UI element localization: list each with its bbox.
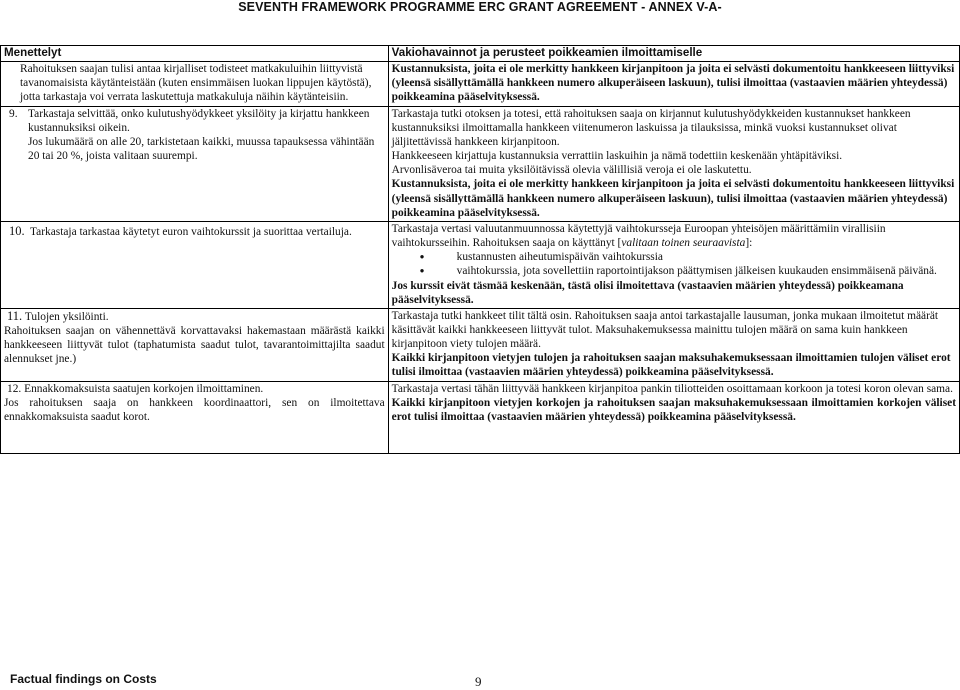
table-row xyxy=(1,221,960,308)
finding-text: Hankkeeseen kirjattuja kustannuksia verrattiin laskuihin ja nämä todettiin keskenään yhtäpitäviksi. xyxy=(391,150,843,163)
procedure-item xyxy=(4,309,385,324)
finding-text-part: ]: xyxy=(745,237,753,250)
procedure-item xyxy=(4,382,385,396)
table-row xyxy=(1,62,960,106)
finding-text: Tarkastaja tutki hankkeet tilit tältä osin. Rahoituksen saaja antoi tarkastajalle lausuman, jonka mukaan ilmoitetut määrät käsittävät kaikki hankkeeseen liittyvät tulot. Maksuhakemuksessa mainittu tulojen määrä on sama kuin hankkeen kirjanpitoon viety tulojen määrä. xyxy=(391,309,939,351)
procedure-text: Tarkastaja tarkastaa käytetyt euron vaihtokurssit ja suorittaa vertailuja. xyxy=(30,225,352,238)
finding-text: Tarkastaja vertasi tähän liittyvää hankkeen kirjanpitoa pankin tiliotteiden osoittamaan korkoon ja totesi koron olevan sama. xyxy=(391,382,953,395)
list-item: ● vaihtokurssia, jota sovellettiin raportointijakson päättymisen jälkeisen kuukauden ensimmäisenä päivänä. xyxy=(457,264,956,278)
finding-text: Arvonlisäveroa tai muita yksilöitävissä olevia välillisiä veroja ei ole laskutettu. xyxy=(391,164,752,177)
finding-cell xyxy=(388,308,959,381)
table-row xyxy=(1,308,960,381)
procedure-text: Tarkastaja selvittää, onko kulutushyödykkeet yksilöity ja kirjattu hankkeen kustannuksiksi oikein. xyxy=(28,107,370,134)
footer-label: Factual findings on Costs xyxy=(10,672,157,686)
exception-text: Kustannuksista, joita ei ole merkitty hankkeen kirjanpitoon ja joita ei selvästi dokumentoitu hankkeeseen liittyviksi (yleensä sisällyttämällä hankkeen numero alkuperäiseen laskuun), tulisi ilmoittaa (vastaavien määrien yhteydessä) poikkeamina pääselvityksessä. xyxy=(391,178,955,219)
procedure-item xyxy=(4,107,385,135)
finding-cell xyxy=(388,381,959,453)
item-number: 10. xyxy=(9,223,25,238)
finding-text-part: Tarkastaja vertasi valuutanmuunnossa käytettyjä vaihtokursseja Euroopan yhteisöjen määrittämiin virallisiin vaihtokursseihin. Rahoituksen saaja on käyttänyt [ xyxy=(391,222,886,250)
table-row xyxy=(1,106,960,221)
procedure-title: Ennakkomaksuista saatujen korkojen ilmoittaminen. xyxy=(24,382,264,395)
finding-cell xyxy=(388,221,959,308)
finding-text xyxy=(392,222,956,250)
exception-text: Kustannuksista, joita ei ole merkitty hankkeen kirjanpitoon ja joita ei selvästi dokumentoitu hankkeeseen liittyviksi (yleensä sisällyttämällä hankkeen numero alkuperäiseen laskuun), tulisi ilmoittaa (vastaavien määrien yhteydessä) poikkeamina pääselvityksessä. xyxy=(391,63,955,104)
procedure-text: Jos rahoituksen saaja on hankkeen koordinaattori, sen on ilmoitettava ennakkomaksuista saadut korot. xyxy=(4,396,385,423)
procedure-cell xyxy=(1,381,389,453)
procedure-cell xyxy=(1,62,389,106)
table-row xyxy=(1,381,960,453)
document-header: SEVENTH FRAMEWORK PROGRAMME ERC GRANT AGREEMENT - ANNEX V-A- xyxy=(238,0,722,14)
rate-options-list xyxy=(392,250,956,278)
procedure-cell xyxy=(1,221,389,308)
procedure-text: Rahoituksen saajan tulisi antaa kirjalliset todisteet matkakuluihin liittyvistä tavanomaisista käytänteistään (kuten ensimmäisen luokan lippujen käytöstä), jotta tarkastaja voi verrata laskutettuja matkakuluja näihin käytänteisiin. xyxy=(20,63,372,104)
selection-instruction: valitaan toinen seuraavista xyxy=(621,237,746,250)
procedure-text: Rahoituksen saajan on vähennettävä korvattavaksi hakemastaan määrästä kaikki hankkeeseen liittyvät tulot (taphatumista saadut tulot, tavarantoimittajilta saadut alennukset jne.) xyxy=(4,324,385,366)
item-number: 9. xyxy=(9,107,18,120)
procedure-cell xyxy=(1,106,389,221)
finding-text: Tarkastaja tutki otoksen ja totesi, että rahoituksen saaja on kirjannut kulutushyödykkeiden kustannukset hankkeen kustannuksiksi ilmoittamalla hankkeen viitenumeron laskuissa ja tilauksissa, minkä vuoksi kustannukset olivat jäljitettävissä hankkeen kirjanpitoon. xyxy=(391,107,911,148)
list-item: ● kustannusten aiheutumispäivän vaihtokurssia xyxy=(457,250,956,264)
page-number: 9 xyxy=(475,674,482,689)
procedure-title: Tulojen yksilöinti. xyxy=(24,310,109,323)
item-number: 11. xyxy=(7,308,23,323)
exception-text: Jos kurssit eivät täsmää keskenään, tästä olisi ilmoitettava (vastaavien määrien yhteydessä) poikkeamana pääselvityksessä. xyxy=(391,279,904,306)
findings-table xyxy=(0,45,960,454)
column-header-procedures: Menettelyt xyxy=(1,46,389,62)
table-header-row xyxy=(1,46,960,62)
finding-cell xyxy=(388,62,959,106)
exception-text: Kaikki kirjanpitoon vietyjen korkojen ja rahoituksen saajan maksuhakemuksessaan ilmoittamien korkojen väliset erot tulisi ilmoittaa (vastaavien määrien yhteydessä) poikkeamina pääselvityksessä. xyxy=(391,396,956,423)
column-header-findings: Vakiohavainnot ja perusteet poikkeamien ilmoittamiselle xyxy=(388,46,959,62)
exception-text: Kaikki kirjanpitoon vietyjen tulojen ja rahoituksen saajan maksuhakemuksessaan ilmoittamien tulojen väliset erot tulisi ilmoittaa (vastaavien määrien yhteydessä) poikkeamina pääselvityksessä. xyxy=(391,352,951,379)
procedure-cell xyxy=(1,308,389,381)
procedure-item xyxy=(4,222,385,239)
finding-cell xyxy=(388,106,959,221)
procedure-text: Jos lukumäärä on alle 20, tarkistetaan kaikki, muussa tapauksessa vähintään 20 tai 20 %, joista valitaan suurempi. xyxy=(28,135,375,163)
item-number: 12. xyxy=(7,382,22,395)
